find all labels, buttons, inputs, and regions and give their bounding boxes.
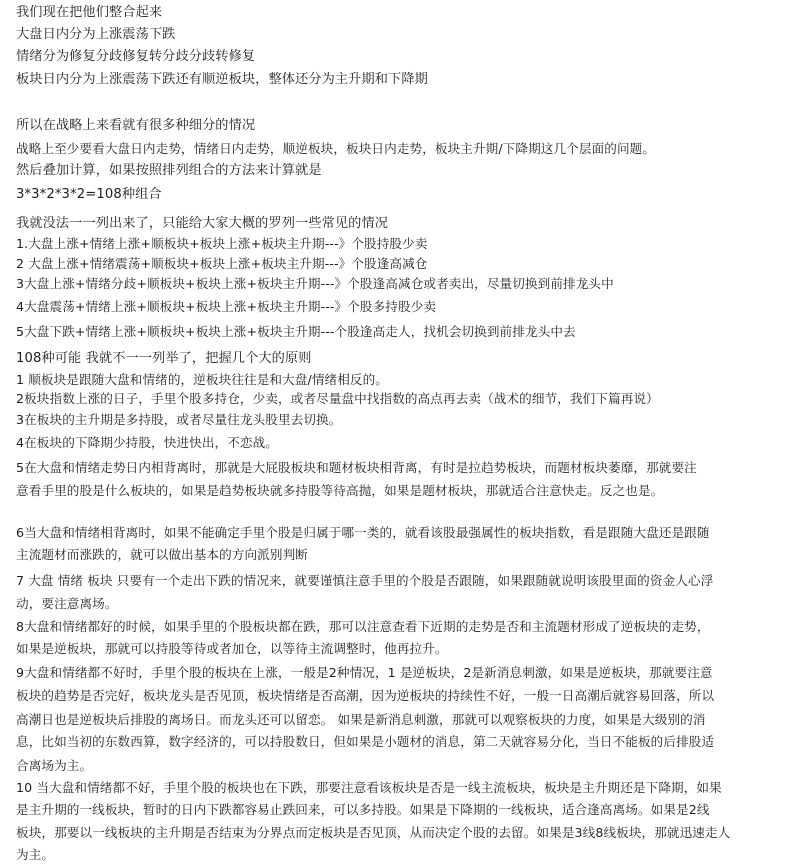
- text-line: 我们现在把他们整合起来: [16, 5, 163, 20]
- text-line: 5大盘下跌+情绪上涨+顺板块+板块上涨+板块主升期---个股逢高走人，找机会切换到前排龙头中去: [16, 324, 576, 339]
- text-line: 1 顺板块是跟随大盘和情绪的，逆板块往往是和大盘/情绪相反的。: [16, 372, 388, 387]
- text-line: 6当大盘和情绪相背离时，如果不能确定手里个股是归属于哪一类的，就看该股最强属性的板块指数，看是跟随大盘还是跟随: [16, 525, 710, 540]
- text-line: 我就没法一一列出来了，只能给大家大概的罗列一些常见的情况: [16, 216, 389, 231]
- text-line: 息，比如当初的东数西算，数字经济的，可以持股数日，但如果是小题材的消息，第二天就容易分化，当日不能板的后排股适: [16, 734, 715, 749]
- text-line: 9大盘和情绪都不好时，手里个股的板块在上涨，一般是2种情况，1 是逆板块，2是新消息刺激，如果是逆板块，那就要注意: [16, 665, 713, 680]
- text-line: 如果是逆板块，那就可以持股等待或者加仓，以等待主流调整时，他再拉升。: [16, 641, 448, 656]
- text-line: 高潮日也是逆板块后排股的离场日。而龙头还可以留恋。 如果是新消息刺激，那就可以观察板块的力度，如果是大级别的消: [16, 712, 706, 727]
- text-line: 是主升期的一线板块，暂时的日内下跌都容易止跌回来，可以多持股。如果是下降期的一线板块，适合逢高离场。如果是2线: [16, 802, 710, 817]
- text-line: 动，要注意离场。: [16, 596, 118, 611]
- text-line: 1.大盘上涨+情绪上涨+顺板块+板块上涨+板块主升期---》个股持股少卖: [16, 236, 428, 251]
- text-line: 7 大盘 情绪 板块 只要有一个走出下跌的情况来，就要谨慎注意手里的个股是否跟随，如果跟随就说明该股里面的资金人心浮: [16, 573, 714, 588]
- text-line: 4在板块的下降期少持股，快进快出，不恋战。: [16, 435, 278, 450]
- text-line: 5在大盘和情绪走势日内相背离时，那就是大屁股板块和题材板块相背离，有时是拉趋势板块，而题材板块萎靡，那就要注: [16, 460, 697, 475]
- text-line: 3大盘上涨+情绪分歧+顺板块+板块上涨+板块主升期---》个股逢高减仓或者卖出，尽量切换到前排龙头中: [16, 276, 614, 291]
- text-line: 合离场为主。: [16, 758, 93, 773]
- text-line: 主流题材而涨跌的，就可以做出基本的方向派别判断: [16, 547, 308, 562]
- text-line: 大盘日内分为上涨震荡下跌: [16, 27, 176, 42]
- text-line: 4大盘震荡+情绪上涨+顺板块+板块上涨+板块主升期---》个股多持股少卖: [16, 299, 437, 314]
- text-line: 意看手里的股是什么板块的，如果是趋势板块就多持股等待高抛，如果是题材板块，那就适合注意快走。反之也是。: [16, 483, 664, 498]
- text-line: 8大盘和情绪都好的时候，如果手里的个股板块都在跌，那可以注意查看下近期的走势是否和主流题材形成了逆板块的走势，: [16, 619, 710, 634]
- text-line: 所以在战略上来看就有很多种细分的情况: [16, 118, 256, 133]
- text-line: 2板块指数上涨的日子，手里个股多持仓，少卖，或者尽量盘中找指数的高点再去卖（战术的细节，我们下篇再说）: [16, 391, 659, 406]
- text-line: 10 当大盘和情绪都不好，手里个股的板块也在下跌，那要注意看该板块是否是一线主流板块，板块是主升期还是下降期，如果: [16, 780, 722, 795]
- text-line: 板块的趋势是否完好，板块龙头是否见顶，板块情绪是否高潮，因为逆板块的持续性不好，一般一日高潮后就容易回落，所以: [16, 688, 715, 703]
- text-line: 战略上至少要看大盘日内走势，情绪日内走势，顺逆板块，板块日内走势，板块主升期/下降期这几个层面的问题。: [16, 141, 656, 156]
- text-line: 板块，那要以一线板块的主升期是否结束为分界点而定板块是否见顶，从而决定个股的去留。如果是3线8线板块，那就迅速走人: [16, 825, 731, 840]
- text-line: 3在板块的主升期是多持股，或者尽量往龙头股里去切换。: [16, 412, 342, 427]
- text-line: 为主。: [16, 847, 55, 862]
- text-line: 108种可能 我就不一一列举了，把握几个大的原则: [16, 351, 312, 366]
- text-line: 板块日内分为上涨震荡下跌还有顺逆板块，整体还分为主升期和下降期: [16, 72, 428, 87]
- text-line: 2 大盘上涨+情绪震荡+顺板块+板块上涨+板块主升期---》个股逢高减仓: [16, 256, 428, 271]
- text-line: 然后叠加计算，如果按照排列组合的方法来计算就是: [16, 163, 322, 178]
- text-line: 3*3*2*3*2=108种组合: [16, 187, 162, 202]
- text-line: 情绪分为修复分歧修复转分歧分歧转修复: [16, 49, 256, 64]
